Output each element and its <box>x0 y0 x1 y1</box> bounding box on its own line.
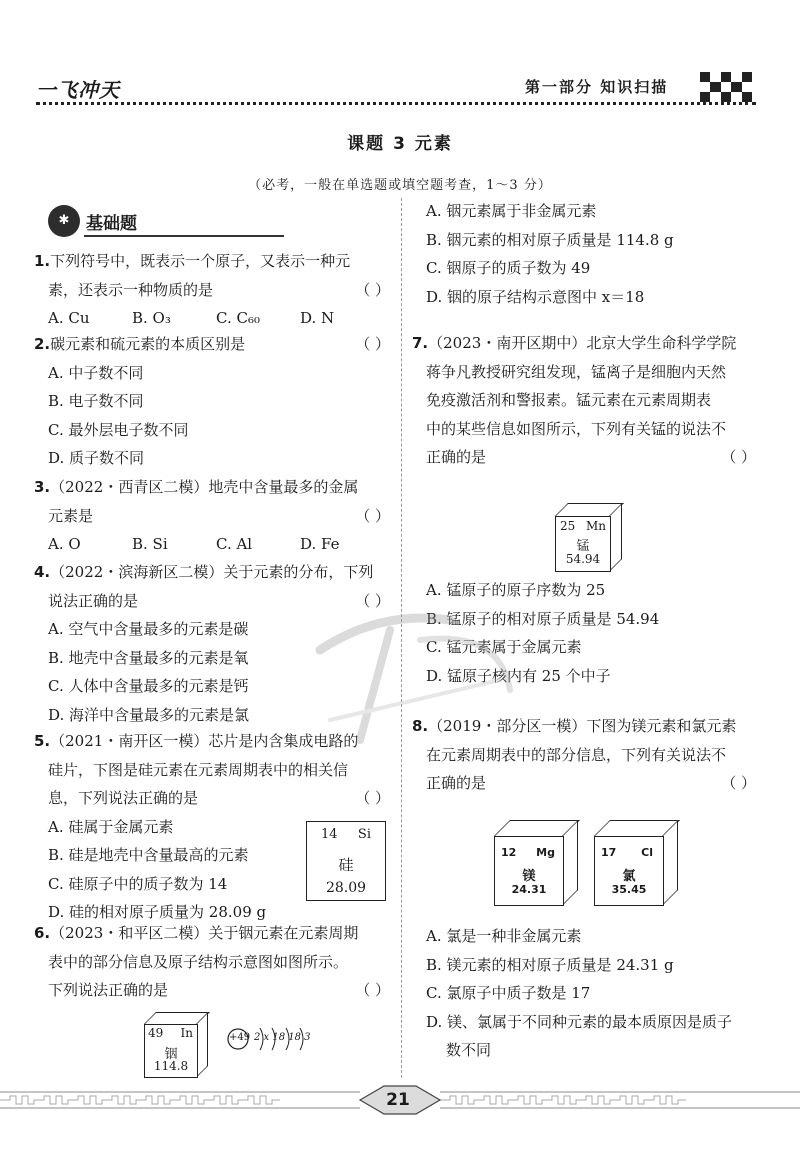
atomic-number: 17 <box>601 846 617 859</box>
question-number: 4. <box>34 563 51 581</box>
question-stem: （2022・滨海新区二模）关于元素的分布，下列 <box>50 563 374 581</box>
answer-blank: （ ） <box>355 335 390 353</box>
option-d: D. 硅的相对原子质量为 28.09 g <box>48 903 267 921</box>
question-8 <box>412 712 756 798</box>
silicon-element-card <box>306 821 386 901</box>
option-c: C. C₆₀ <box>216 309 260 327</box>
question-number: 3. <box>34 478 51 496</box>
element-name: 镁 <box>522 869 536 884</box>
atomic-mass: 54.94 <box>565 552 601 566</box>
question-6 <box>34 919 390 1005</box>
atomic-mass: 35.45 <box>611 883 647 896</box>
element-name: 铟 <box>164 1047 178 1062</box>
element-name: 氯 <box>622 869 636 884</box>
option-a: A. Cu <box>48 309 90 327</box>
question-stem: （2022・西青区二模）地壳中含量最多的金属 <box>50 478 359 496</box>
element-name: 锰 <box>576 539 590 554</box>
question-number: 6. <box>34 924 51 942</box>
question-7-options <box>412 576 756 690</box>
atomic-mass: 28.09 <box>325 880 367 896</box>
question-6-options <box>412 197 756 311</box>
question-number: 8. <box>412 717 429 735</box>
question-stem: （2023・和平区二模）关于铟元素在元素周期 <box>50 924 359 942</box>
option-c: C. 硅原子中的质子数为 14 <box>48 874 228 893</box>
element-symbol: Mg <box>536 846 555 859</box>
atomic-number: 25 <box>560 519 576 533</box>
option-a: A. O <box>48 535 81 553</box>
question-stem: 下列符号中，既表示一个原子，又表示一种元 <box>50 252 351 270</box>
question-stem: （2019・部分区一模）下图为镁元素和氯元素 <box>428 717 737 735</box>
element-symbol: In <box>180 1026 193 1040</box>
option-b: B. 镁元素的相对原子质量是 24.31 g <box>426 955 674 974</box>
chlorine-element-card <box>594 836 664 906</box>
question-stem: 在元素周期表中的部分信息，下列有关说法不 <box>426 745 727 764</box>
option-b: B. O₃ <box>132 309 171 327</box>
question-stem: 正确的是 <box>426 774 487 792</box>
section-title: 第一部分 知识扫描 <box>525 78 669 96</box>
lesson-title: 课题 3 元素 <box>347 134 453 154</box>
banner-underline <box>84 235 284 237</box>
option-d: D. Fe <box>300 535 340 553</box>
question-stem: 元素是 <box>48 506 94 525</box>
answer-blank: （ ） <box>721 448 756 466</box>
atomic-number: 12 <box>501 846 517 859</box>
option-d: D. N <box>300 309 335 327</box>
question-stem: 硅片，下图是硅元素在元素周期表中的相关信 <box>48 760 349 779</box>
answer-blank: （ ） <box>355 506 390 525</box>
option-c: C. 氯原子中质子数是 17 <box>426 984 591 1002</box>
option-b: B. 硅是地壳中含量最高的元素 <box>48 846 249 864</box>
column-divider <box>401 198 402 1078</box>
question-stem: 表中的部分信息及原子结构示意图如图所示。 <box>48 952 349 971</box>
indium-atom-structure <box>226 1022 326 1058</box>
atomic-number: 14 <box>321 827 338 842</box>
page-number: 21 <box>386 1090 410 1110</box>
option-b: B. 电子数不同 <box>48 392 144 410</box>
header-rule <box>36 102 756 105</box>
option-c: C. 最外层电子数不同 <box>48 420 189 439</box>
atomic-mass: 24.31 <box>511 883 547 896</box>
question-stem: 碳元素和硫元素的本质区别是 <box>50 335 246 353</box>
element-name: 硅 <box>338 856 354 874</box>
option-a: A. 空气中含量最多的元素是碳 <box>48 620 249 638</box>
option-d: D. 锰原子核内有 25 个中子 <box>426 666 611 685</box>
question-stem: 中的某些信息如图所示，下列有关锰的说法不 <box>426 419 727 438</box>
checker-decoration <box>700 72 752 102</box>
question-number: 5. <box>34 732 51 750</box>
option-c: C. 人体中含量最多的元素是钙 <box>48 677 249 695</box>
option-b: B. 地壳中含量最多的元素是氧 <box>48 648 249 667</box>
option-d-continued: 数不同 <box>446 1041 492 1059</box>
question-number: 1. <box>34 252 51 270</box>
publisher-logo: 一飞冲天 <box>36 78 120 102</box>
option-b: B. 锰原子的相对原子质量是 54.94 <box>426 609 660 628</box>
option-a: A. 铟元素属于非金属元素 <box>426 202 597 220</box>
cube-side <box>562 820 578 906</box>
option-a: A. 硅属于金属元素 <box>48 817 174 836</box>
cube-side <box>662 820 678 906</box>
option-a: A. 中子数不同 <box>48 363 144 382</box>
atomic-mass: 114.8 <box>153 1059 189 1073</box>
question-stem: （2021・南开区一模）芯片是内含集成电路的 <box>50 732 359 750</box>
option-a: A. 锰原子的原子序数为 25 <box>426 581 606 599</box>
shell-electrons: 2 x 18 18 3 <box>254 1032 311 1043</box>
answer-blank: （ ） <box>355 591 390 610</box>
manganese-element-card <box>555 516 611 572</box>
answer-blank: （ ） <box>355 280 390 299</box>
basics-banner <box>48 205 238 235</box>
option-d: D. 镁、氯属于不同种元素的最本质原因是质子 <box>426 1012 733 1031</box>
question-8-options <box>412 922 756 1065</box>
puzzle-icon: ✱ <box>48 205 80 237</box>
question-1 <box>34 247 390 333</box>
question-7 <box>412 329 756 472</box>
question-stem: 蒋争凡教授研究组发现，锰离子是细胞内天然 <box>426 362 727 381</box>
answer-blank: （ ） <box>355 789 390 807</box>
indium-element-card <box>144 1024 198 1078</box>
question-3 <box>34 473 390 559</box>
question-number: 7. <box>412 334 429 352</box>
option-d: D. 质子数不同 <box>48 449 145 467</box>
banner-label: 基础题 <box>86 214 137 234</box>
answer-blank: （ ） <box>721 774 756 792</box>
element-symbol: Cl <box>641 846 653 859</box>
question-stem: 说法正确的是 <box>48 591 139 610</box>
question-stem: 免疫激活剂和警报素。锰元素在元素周期表 <box>426 391 712 409</box>
question-stem: 息，下列说法正确的是 <box>48 789 199 807</box>
question-number: 2. <box>34 335 51 353</box>
question-stem: 素，还表示一种物质的是 <box>48 280 214 299</box>
option-a: A. 氯是一种非金属元素 <box>426 927 582 945</box>
option-d: D. 海洋中含量最多的元素是氯 <box>48 705 250 724</box>
option-c: C. 铟原子的质子数为 49 <box>426 259 591 277</box>
magnesium-element-card <box>494 836 564 906</box>
element-symbol: Mn <box>585 519 606 533</box>
element-symbol: Si <box>357 827 371 842</box>
nucleus-charge: +49 <box>229 1032 251 1043</box>
question-stem: 正确的是 <box>426 448 487 466</box>
question-stem: 下列说法正确的是 <box>48 981 169 999</box>
option-b: B. 铟元素的相对原子质量是 114.8 g <box>426 230 674 249</box>
answer-blank: （ ） <box>355 981 390 999</box>
question-4 <box>34 558 390 729</box>
option-b: B. Si <box>132 535 168 553</box>
option-c: C. Al <box>216 535 253 553</box>
lesson-note: （必考，一般在单选题或填空题考查，1～3 分） <box>248 178 552 193</box>
option-c: C. 锰元素属于金属元素 <box>426 638 582 656</box>
option-d: D. 铟的原子结构示意图中 x＝18 <box>426 287 645 306</box>
question-stem: （2023・南开区期中）北京大学生命科学学院 <box>428 334 737 352</box>
question-2 <box>34 330 390 473</box>
atomic-number: 49 <box>148 1026 164 1040</box>
